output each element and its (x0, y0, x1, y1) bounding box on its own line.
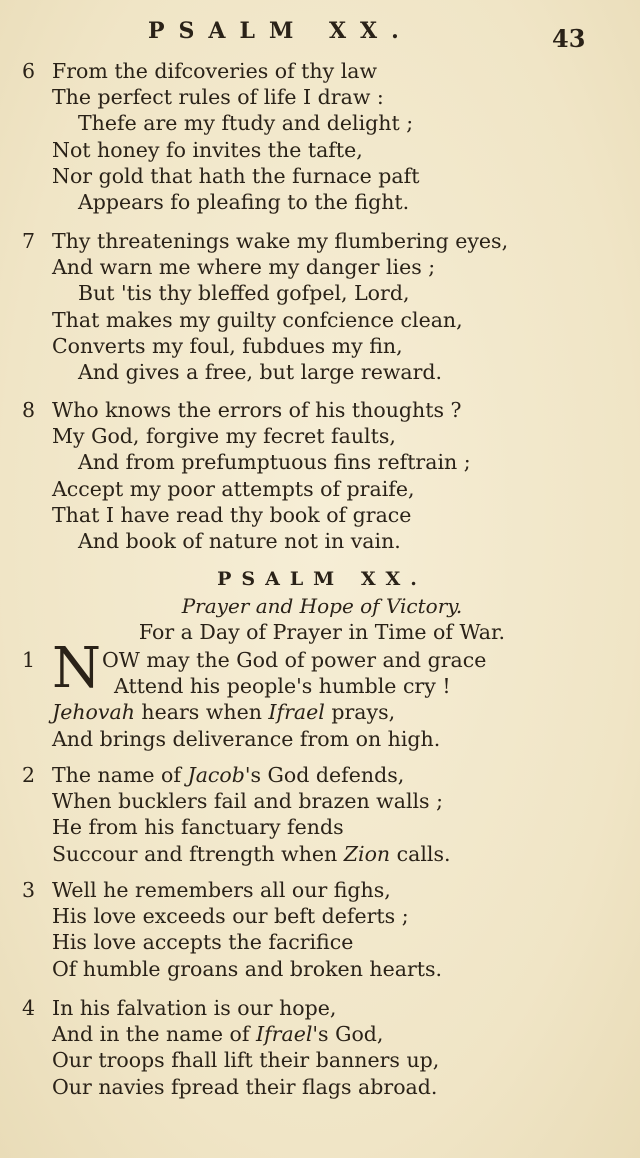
verse-line: His love exceeds our beft deferts ; (52, 904, 409, 929)
line-text: The name of (52, 763, 188, 787)
verse-line: Not honey fo invites the tafte, (52, 137, 363, 162)
verse-line: Of humble groans and broken hearts. (52, 956, 443, 981)
verse-number: 2 (22, 763, 36, 787)
verse-line: Attend his people's humble cry ! (114, 674, 451, 699)
running-head (0, 18, 640, 52)
verse-line: In his falvation is our hope, (52, 996, 337, 1020)
stanza-8 (22, 397, 622, 554)
stanza-7 (22, 228, 622, 385)
verse-line: OW may the God of power and grace (102, 648, 487, 672)
verse-line: Well he remembers all our fighs, (52, 878, 391, 902)
verse-line-mixed (52, 762, 404, 788)
verse-line: And warn me where my danger lies ; (52, 255, 436, 280)
verse-line: That makes my guilty confcience clean, (52, 307, 463, 332)
italic-name: Jehovah (52, 700, 135, 725)
drop-cap: N (52, 636, 101, 701)
verse-number: 3 (22, 878, 36, 902)
italic-name: Ifrael (255, 1022, 313, 1047)
italic-name: Jacob (187, 763, 245, 787)
psalm20-stanza-4 (22, 995, 622, 1100)
verse-line: He from his fanctuary fends (52, 815, 344, 840)
line-text: And in the name of (52, 1022, 256, 1047)
stanza-6 (22, 58, 622, 215)
psalm-subtitle: Prayer and Hope of Victory. (181, 594, 463, 618)
verse-line: His love accepts the facrifice (52, 930, 354, 955)
line-text: Succour and ftrength when (52, 841, 344, 866)
verse-line: Accept my poor attempts of praife, (52, 476, 415, 501)
line-text: 's God defends, (244, 763, 405, 787)
verse-line: Thefe are my ftudy and delight ; (78, 111, 414, 136)
verse-line: From the difcoveries of thy law (52, 59, 378, 83)
line-text: calls. (390, 841, 451, 866)
verse-number: 4 (22, 996, 36, 1020)
line-text: hears when (134, 700, 269, 725)
italic-name: Ifrael (268, 700, 325, 725)
psalm20-stanza-2 (22, 762, 622, 867)
verse-line: Converts my foul, fubdues my fin, (52, 333, 403, 358)
psalm-occasion: For a Day of Prayer in Time of War. (138, 620, 506, 644)
verse-number: 8 (22, 398, 36, 422)
verse-line: And from prefumptuous fins reftrain ; (78, 450, 471, 475)
psalm-heading: PSALM XX. (217, 568, 427, 590)
verse-line: And book of nature not in vain. (78, 528, 401, 553)
verse-line: Thy threatenings wake my flumbering eyes, (52, 229, 509, 253)
italic-name: Zion (343, 841, 391, 866)
psalm-20-header (22, 568, 622, 648)
verse-line: Nor gold that hath the furnace paft (52, 163, 420, 188)
verse-line: And brings deliverance from on high. (52, 726, 441, 751)
verse-line-mixed (52, 1021, 383, 1047)
verse-line: Who knows the errors of his thoughts ? (52, 398, 462, 422)
page-number: 43 (552, 24, 586, 53)
verse-number: 1 (22, 648, 36, 672)
psalm20-stanza-1 (22, 636, 622, 752)
verse-line-mixed (52, 841, 451, 867)
running-title: PSALM XX. (148, 18, 413, 44)
verse-line: My God, forgive my fecret faults, (52, 424, 396, 449)
verse-line-mixed (52, 699, 395, 725)
line-text: 's God, (312, 1022, 384, 1047)
verse-line: But 'tis thy bleffed gofpel, Lord, (78, 281, 410, 306)
verse-number: 7 (22, 229, 36, 253)
verse-line: Appears fo pleafing to the fight. (78, 189, 410, 214)
verse-line: And gives a free, but large reward. (78, 359, 443, 384)
verse-number: 6 (22, 59, 36, 83)
line-text: prays, (324, 700, 396, 725)
verse-line: Our navies fpread their flags abroad. (52, 1074, 438, 1099)
verse-line: When bucklers fail and brazen walls ; (52, 789, 444, 814)
verse-line: The perfect rules of life I draw : (52, 85, 384, 110)
verse-line: That I have read thy book of grace (52, 502, 412, 527)
verse-line: Our troops fhall lift their banners up, (52, 1048, 440, 1073)
psalm20-stanza-3 (22, 877, 622, 982)
